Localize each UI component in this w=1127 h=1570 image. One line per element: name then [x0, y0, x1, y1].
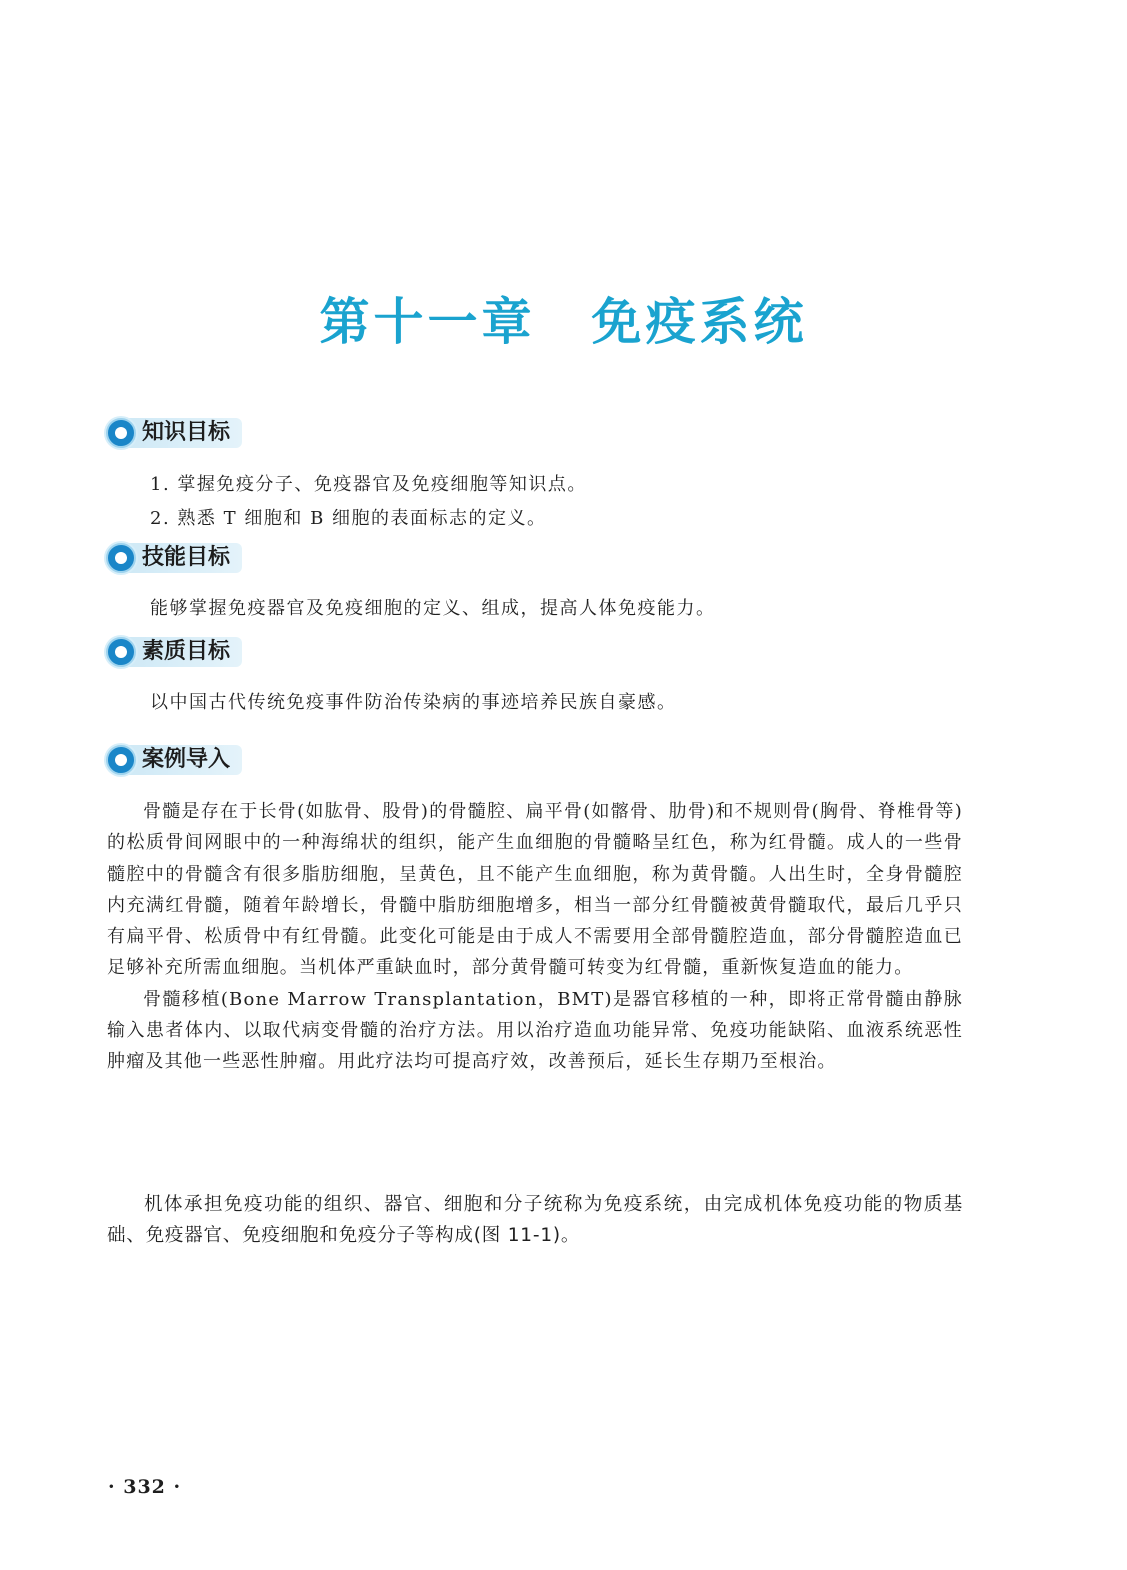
- target-circle-icon: [106, 543, 136, 573]
- section-title: 素质目标: [126, 637, 242, 667]
- body-text-block: [107, 1189, 963, 1251]
- section-title: 知识目标: [126, 418, 242, 448]
- chapter-title: [0, 282, 1127, 354]
- section-header-skill: [106, 541, 242, 575]
- section-title: 技能目标: [126, 543, 242, 573]
- target-circle-icon: [106, 637, 136, 667]
- section-header-knowledge: [106, 416, 242, 450]
- quality-text: 以中国古代传统免疫事件防治传染病的事迹培养民族自豪感。: [150, 692, 677, 713]
- case-content: [107, 796, 963, 1078]
- target-circle-icon: [106, 418, 136, 448]
- skill-text: 能够掌握免疫器官及免疫细胞的定义、组成，提高人体免疫能力。: [150, 598, 716, 619]
- chapter-number: 第十一章: [319, 292, 536, 351]
- section-header-case: [106, 743, 242, 777]
- knowledge-item-2: 2. 熟悉 T 细胞和 B 细胞的表面标志的定义。: [150, 508, 547, 529]
- page-number: · 332 ·: [108, 1476, 182, 1498]
- case-paragraph-2: 骨髓移植(Bone Marrow Transplantation，BMT)是器官移植的一种，即将正常骨髓由静脉输入患者体内、以取代病变骨髓的治疗方法。用以治疗造血功能异常、免疫功能缺陷、血液系统恶性肿瘤及其他一些恶性肿瘤。用此疗法均可提高疗效，改善预后，延长生存期乃至根治。: [107, 988, 963, 1073]
- case-paragraph-1: 骨髓是存在于长骨(如肱骨、股骨)的骨髓腔、扁平骨(如髂骨、肋骨)和不规则骨(胸骨、脊椎骨等)的松质骨间网眼中的一种海绵状的组织，能产生血细胞的骨髓略呈红色，称为红骨髓。成人的一些骨髓腔中的骨髓含有很多脂肪细胞，呈黄色，且不能产生血细胞，称为黄骨髓。人出生时，全身骨髓腔内充满红骨髓，随着年龄增长，骨髓中脂肪细胞增多，相当一部分红骨髓被黄骨髓取代，最后几乎只有扁平骨、松质骨中有红骨髓。此变化可能是由于成人不需要用全部骨髓腔造血，部分骨髓腔造血已足够补充所需血细胞。当机体严重缺血时，部分黄骨髓可转变为红骨髓，重新恢复造血的能力。: [107, 801, 963, 979]
- section-title: 案例导入: [126, 745, 242, 775]
- knowledge-item-1: 1. 掌握免疫分子、免疫器官及免疫细胞等知识点。: [150, 474, 587, 495]
- target-circle-icon: [106, 745, 136, 775]
- section-header-quality: [106, 635, 242, 669]
- chapter-name: 免疫系统: [591, 292, 808, 351]
- body-paragraph: 机体承担免疫功能的组织、器官、细胞和分子统称为免疫系统，由完成机体免疫功能的物质基础、免疫器官、免疫细胞和免疫分子等构成(图 11-1)。: [107, 1194, 963, 1246]
